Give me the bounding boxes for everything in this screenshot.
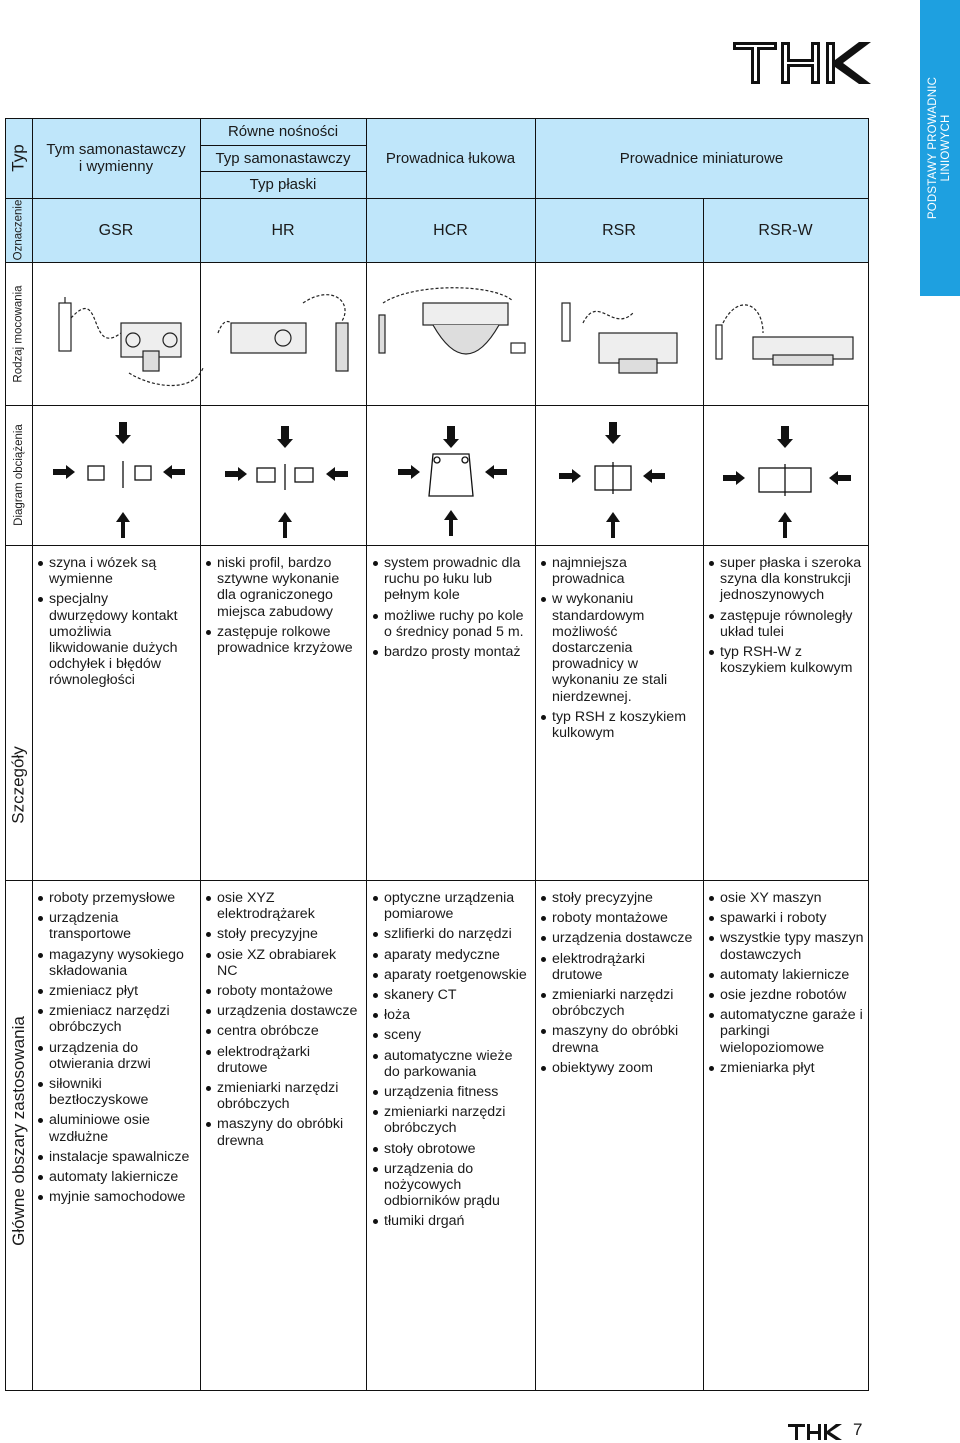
list-item: typ RSH-W z koszykiem kulkowym [707,644,864,676]
list-item: szlifierki do narzędzi [371,926,529,942]
list-item: w wykonaniu standardowym możliwość dostarczenia prowadnicy w wykonaniu ze stali nierdzewnej. [539,591,697,704]
load-diagrams [33,406,868,545]
list-item: urządzenia do nożycowych odbiorników prądu [371,1161,529,1210]
list-item: zmieniarka płyt [707,1060,864,1076]
list-item: elektrodrążarki drutowe [204,1044,359,1076]
load-diagram-rsr [559,422,665,538]
list-item: automaty lakiernicze [707,967,864,983]
list-item: osie jezdne robotów [707,987,864,1003]
list-item: roboty przemysłowe [36,890,194,906]
list-item: zmieniacz narzędzi obróbczych [36,1003,194,1035]
code-rsr-w: RSR-W [758,221,813,239]
list-item: aparaty medyczne [371,947,529,963]
list-item: urządzenia dostawcze [539,930,697,946]
details-rsr-w [707,555,864,680]
row-label-diagram: Diagram obciążenia [12,424,25,526]
mounting-rsr [562,303,677,373]
grid-line [5,545,868,546]
list-item: osie XZ obrabiarek NC [204,947,359,979]
list-item: zmieniacz płyt [36,983,194,999]
grid-line [5,1390,868,1391]
list-item: urządzenia dostawcze [204,1003,359,1019]
code-rsr: RSR [602,221,636,239]
load-diagram-hcr [398,426,507,536]
list-item: zastępuje równoległy układ tulei [707,608,864,640]
list-item: aluminiowe osie wzdłużne [36,1112,194,1144]
list-item: maszyny do obróbki drewna [539,1023,697,1055]
list-item: osie XYZ elektrodrążarek [204,890,359,922]
list-item: optyczne urządzenia pomiarowe [371,890,529,922]
list-item: zmieniarki narzędzi obróbczych [539,987,697,1019]
row-label-zastosowania: Główne obszary zastosowania [8,1016,28,1246]
type-hr-line3: Typ płaski [249,176,317,193]
details-rsr [539,555,697,745]
applications-hr [204,890,359,1153]
applications-hcr [371,890,529,1234]
list-item: łoża [371,1007,529,1023]
row-label-oznaczenie: Oznaczenie [12,199,25,261]
type-hcr: Prowadnica łukowa [385,149,516,167]
row-label-szczegoly: Szczegóły [8,745,28,824]
list-item: niski profil, bardzo sztywne wykonanie dla ograniczonego miejsca zabudowy [204,555,359,620]
list-item: instalacje spawalnicze [36,1149,194,1165]
list-item: maszyny do obróbki drewna [204,1116,359,1148]
type-hr-line2: Typ samonastawczy [215,149,351,167]
load-diagram-hr [225,426,348,538]
details-hr [204,555,359,660]
list-item: typ RSH z koszykiem kulkowym [539,709,697,741]
details-gsr [36,555,188,693]
row-label-rodzaj-mocowania: Rodzaj mocowania [12,284,25,383]
list-item: automaty lakiernicze [36,1169,194,1185]
list-item: myjnie samochodowe [36,1189,194,1205]
list-item: roboty montażowe [204,983,359,999]
mounting-rsr-w [716,305,853,365]
list-item: aparaty roetgenowskie [371,967,529,983]
list-item: system prowadnic dla ruchu po łuku lub pełnym kole [371,555,529,604]
list-item: skanery CT [371,987,529,1003]
list-item: osie XY maszyn [707,890,864,906]
code-gsr: GSR [98,221,134,239]
list-item: stoły precyzyjne [539,890,697,906]
list-item: tłumiki drgań [371,1213,529,1229]
load-diagram-gsr [53,422,185,538]
applications-rsr-w [707,890,864,1080]
type-gsr: Tym samonastawczy i wymienny [46,141,186,175]
row-label-typ: Typ [8,144,28,172]
list-item: elektrodrążarki drutowe [539,951,697,983]
grid-line [5,880,868,881]
list-item: zmieniarki narzędzi obróbczych [204,1080,359,1112]
list-item: roboty montażowe [539,910,697,926]
thk-logo [733,40,871,86]
list-item: magazyny wysokiego składowania [36,947,194,979]
list-item: stoły obrotowe [371,1141,529,1157]
list-item: centra obróbcze [204,1023,359,1039]
list-item: siłowniki beztłoczyskowe [36,1076,194,1108]
list-item: urządzenia do otwierania drzwi [36,1040,194,1072]
list-item: sceny [371,1027,529,1043]
code-hr: HR [271,221,295,239]
list-item: automatyczne wieże do parkowania [371,1048,529,1080]
mounting-drawings [33,263,868,405]
list-item: możliwe ruchy po kole o średnicy ponad 5 m. [371,608,529,640]
applications-gsr [36,890,194,1209]
list-item: super płaska i szeroka szyna dla konstrukcji jednoszynowych [707,555,864,604]
type-miniature: Prowadnice miniaturowe [619,149,784,167]
side-tab-label: PODSTAWY PROWADNIC LINIOWYCH [927,76,952,220]
page-number: 7 [853,1420,863,1439]
list-item: szyna i wózek są wymienne [36,555,188,587]
load-diagram-rsr-w [723,426,851,538]
list-item: zmieniarki narzędzi obróbczych [371,1104,529,1136]
list-item: obiektywy zoom [539,1060,697,1076]
type-hr-line1: Równe nośności [227,123,339,140]
grid-line [868,118,869,1391]
details-hcr [371,555,529,664]
list-item: urządzenia transportowe [36,910,194,942]
list-item: najmniejsza prowadnica [539,555,697,587]
thk-footer-logo [788,1424,842,1440]
applications-rsr [539,890,697,1080]
list-item: stoły precyzyjne [204,926,359,942]
list-item: bardzo prosty montaż [371,644,529,660]
list-item: urządzenia fitness [371,1084,529,1100]
list-item: automatyczne garaże i parkingi wielopoziomowe [707,1007,864,1056]
list-item: zastępuje rolkowe prowadnice krzyżowe [204,624,359,656]
list-item: specjalny dwurzędowy kontakt umożliwia likwidowanie dużych odchyłek i błędów równoległości [36,591,188,688]
list-item: spawarki i roboty [707,910,864,926]
code-hcr: HCR [433,221,468,239]
mounting-hr [218,295,348,371]
mounting-hcr [379,288,525,354]
mounting-gsr [59,297,203,386]
list-item: wszystkie typy maszyn dostawczych [707,930,864,962]
